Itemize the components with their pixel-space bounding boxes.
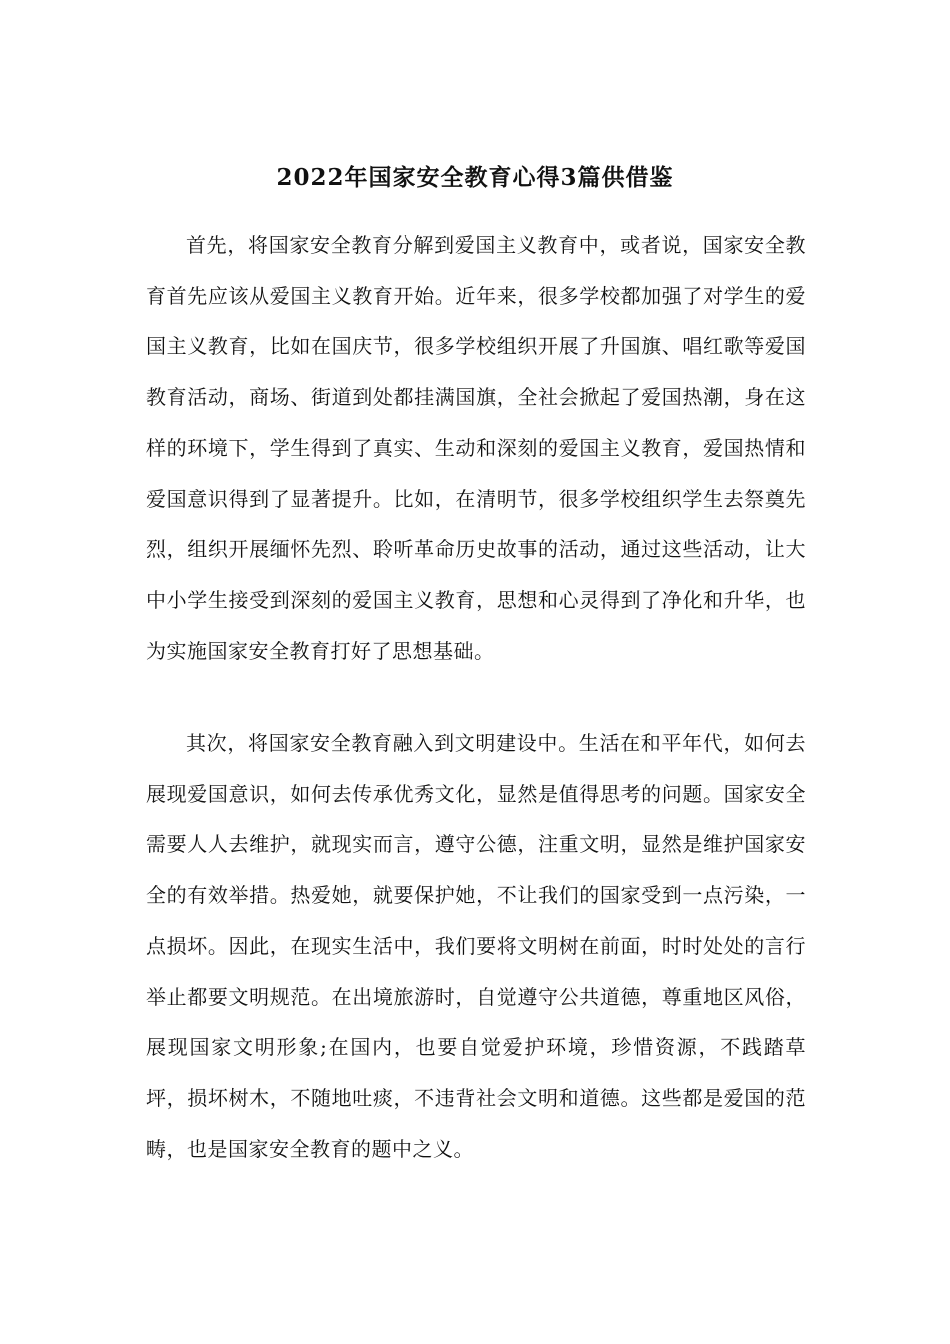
paragraph-1: 首先，将国家安全教育分解到爱国主义教育中，或者说，国家安全教育首先应该从爱国主义教育开始。近年来，很多学校都加强了对学生的爱国主义教育，比如在国庆节，很多学校组织开展了升国旗、唱红歌等爱国教育活动，商场、街道到处都挂满国旗，全社会掀起了爱国热潮，身在这样的环境下，学生得到了真实、生动和深刻的爱国主义教育，爱国热情和爱国意识得到了显著提升。比如，在清明节，很多学校组织学生去祭奠先烈，组织开展缅怀先烈、聆听革命历史故事的活动，通过这些活动，让大中小学生接受到深刻的爱国主义教育，思想和心灵得到了净化和升华，也为实施国家安全教育打好了思想基础。: [146, 233, 806, 663]
document-title: 2022年国家安全教育心得3篇供借鉴: [276, 164, 674, 191]
paragraph-2: 其次，将国家安全教育融入到文明建设中。生活在和平年代，如何去展现爱国意识，如何去传承优秀文化，显然是值得思考的问题。国家安全需要人人去维护，就现实而言，遵守公德，注重文明，显然是维护国家安全的有效举措。热爱她，就要保护她，不让我们的国家受到一点污染，一点损坏。因此，在现实生活中，我们要将文明树在前面，时时处处的言行举止都要文明规范。在出境旅游时，自觉遵守公共道德，尊重地区风俗，展现国家文明形象;在国内，也要自觉爱护环境，珍惜资源，不践踏草坪，损坏树木，不随地吐痰，不违背社会文明和道德。这些都是爱国的范畴，也是国家安全教育的题中之义。: [146, 731, 806, 1161]
